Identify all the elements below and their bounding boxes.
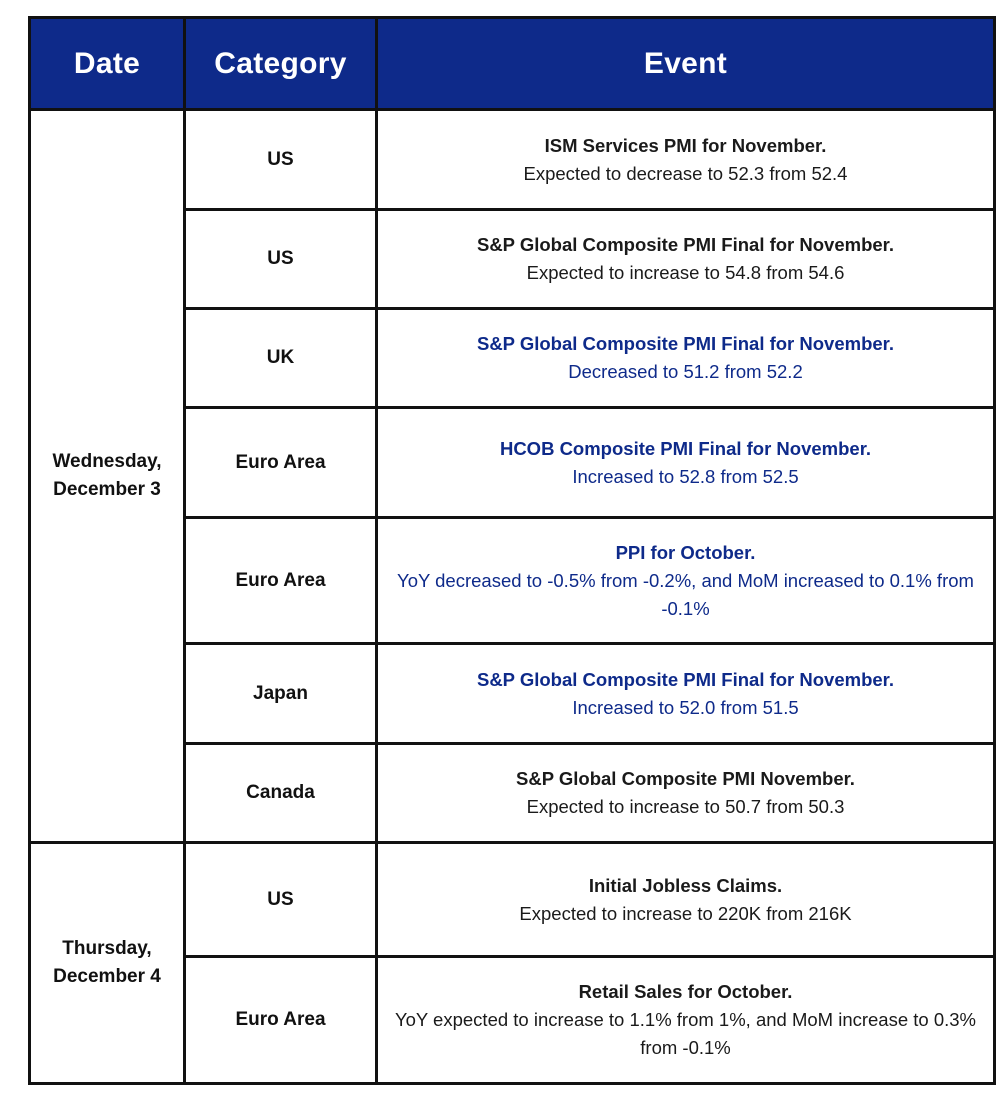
category-cell: US [185,110,377,210]
event-title: S&P Global Composite PMI November. [516,768,855,789]
category-cell: US [185,210,377,309]
column-header-date: Date [30,18,185,110]
event-cell [377,957,995,1084]
column-header-event: Event [377,18,995,110]
event-cell [377,744,995,843]
category-cell: Euro Area [185,957,377,1084]
table-row [30,110,995,210]
event-detail: Increased to 52.8 from 52.5 [572,465,799,487]
table-row [30,843,995,957]
event-cell [377,518,995,644]
event-title: S&P Global Composite PMI Final for November. [476,333,894,354]
category-cell: US [185,843,377,957]
event-cell [377,210,995,309]
date-day: December 4 [53,966,161,987]
event-title: S&P Global Composite PMI Final for November. [476,234,894,255]
event-title: Initial Jobless Claims. [588,874,783,896]
event-detail: Decreased to 51.2 from 52.2 [568,361,803,382]
event-detail: YoY decreased to -0.5% from -0.2%, and MoM increased to 0.1% from -0.1% [397,569,974,619]
event-cell [377,644,995,744]
event-title: PPI for October. [615,541,756,563]
event-detail: Expected to decrease to 52.3 from 52.4 [523,162,848,184]
date-weekday: Thursday, [62,938,152,959]
category-cell: Euro Area [185,408,377,518]
event-detail: Expected to increase to 54.8 from 54.6 [526,262,845,283]
event-detail: Increased to 52.0 from 51.5 [572,696,799,718]
event-cell [377,309,995,408]
category-cell: Canada [185,744,377,843]
date-cell-thursday [30,843,185,1084]
event-detail: Expected to increase to 220K from 216K [519,902,852,924]
header-row [30,18,995,110]
event-cell [377,408,995,518]
event-detail: YoY expected to increase to 1.1% from 1%, and MoM increase to 0.3% from -0.1% [394,1009,977,1058]
event-title: Retail Sales for October. [578,981,793,1002]
event-title: S&P Global Composite PMI Final for November. [476,668,894,690]
event-cell [377,843,995,957]
date-day: December 3 [53,479,161,500]
event-title: HCOB Composite PMI Final for November. [499,437,872,459]
date-weekday: Wednesday, [52,451,162,472]
event-detail: Expected to increase to 50.7 from 50.3 [526,796,845,817]
event-cell [377,110,995,210]
date-cell-wednesday [30,110,185,843]
category-cell: Japan [185,644,377,744]
event-title: ISM Services PMI for November. [544,134,827,156]
category-cell: UK [185,309,377,408]
category-cell: Euro Area [185,518,377,644]
column-header-category: Category [185,18,377,110]
economic-calendar-table [28,16,996,1085]
